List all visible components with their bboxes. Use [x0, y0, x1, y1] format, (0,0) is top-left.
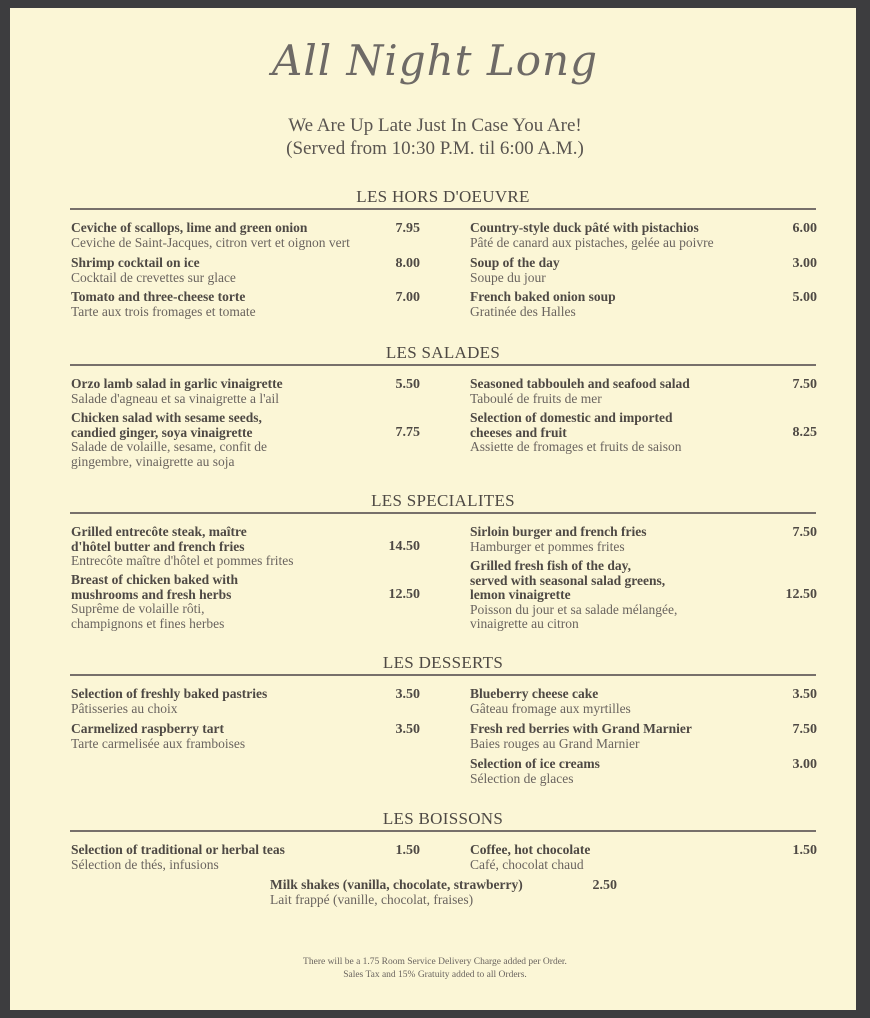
tagline-line-1: We Are Up Late Just In Case You Are! [288, 115, 582, 136]
section-divider [70, 674, 816, 676]
item-french: Taboulé de fruits de mer [470, 390, 602, 406]
section-title-salades: LES SALADES [385, 343, 501, 362]
item-french: Gâteau fromage aux myrtilles [470, 700, 631, 716]
tagline-line-2: (Served from 10:30 P.M. til 6:00 A.M.) [286, 138, 584, 159]
item-french: Suprême de volaille rôti, champignons et fines herbes [71, 601, 225, 631]
menu-item [71, 687, 267, 716]
item-french: Salade de volaille, sesame, confit de gingembre, vinaigrette au soja [71, 439, 268, 469]
menu-item [470, 722, 692, 751]
item-name: Grilled fresh fish of the day, served with seasonal salad greens, lemon vinaigrette [470, 558, 666, 602]
item-price: 8.25 [792, 425, 817, 440]
item-name: Selection of traditional or herbal teas [71, 842, 285, 857]
menu-item [71, 221, 350, 250]
item-french: Tarte aux trois fromages et tomate [71, 303, 256, 319]
item-price: 14.50 [388, 539, 420, 554]
section-divider [70, 512, 816, 514]
menu-item [470, 256, 560, 285]
menu-item [71, 525, 293, 569]
item-name: Fresh red berries with Grand Marnier [470, 721, 692, 736]
item-price: 7.50 [792, 377, 817, 392]
menu-item [71, 411, 267, 469]
item-name: Selection of freshly baked pastries [71, 686, 268, 701]
menu-item [71, 290, 256, 319]
menu-item [470, 290, 616, 319]
item-french: Soupe du jour [470, 269, 546, 285]
item-price: 6.00 [792, 221, 817, 236]
section-title-desserts: LES DESSERTS [382, 653, 504, 672]
footer-note [0, 956, 870, 982]
item-name: French baked onion soup [470, 289, 616, 304]
menu-title: All Night Long [271, 36, 598, 85]
item-name: Seasoned tabbouleh and seafood salad [470, 376, 690, 391]
item-price: 8.00 [395, 256, 420, 271]
menu-item [470, 411, 681, 455]
footer-line-2: Sales Tax and 15% Gratuity added to all Orders. [343, 970, 527, 980]
item-price: 7.50 [792, 525, 817, 540]
item-french: Ceviche de Saint-Jacques, citron vert et oignon vert [71, 234, 350, 250]
menu-item [470, 221, 714, 250]
item-name: Coffee, hot chocolate [470, 842, 591, 857]
item-name: Milk shakes (vanilla, chocolate, strawberry) [270, 877, 523, 892]
section-divider [70, 208, 816, 210]
item-price: 1.50 [395, 843, 420, 858]
item-french: Poisson du jour et sa salade mélangée, vinaigrette au citron [470, 601, 678, 631]
item-price: 2.50 [592, 878, 617, 893]
item-name: Breast of chicken baked with mushrooms and fresh herbs [71, 572, 239, 602]
item-price: 7.95 [395, 221, 420, 236]
item-name: Orzo lamb salad in garlic vinaigrette [71, 376, 283, 391]
item-french: Gratinée des Halles [470, 303, 576, 319]
item-french: Salade d'agneau et sa vinaigrette a l'ail [71, 390, 280, 406]
section-divider [70, 364, 816, 366]
item-price: 3.50 [395, 722, 420, 737]
item-french: Hamburger et pommes frites [470, 538, 625, 554]
menu-item [71, 573, 238, 631]
item-name: Selection of ice creams [470, 756, 600, 771]
item-french: Sélection de glaces [470, 770, 574, 786]
item-price: 5.50 [395, 377, 420, 392]
item-price: 3.00 [792, 256, 817, 271]
section-title-hors-doeuvre: LES HORS D'OEUVRE [356, 187, 530, 206]
section-divider [70, 830, 816, 832]
item-french: Pâtisseries au choix [71, 700, 178, 716]
item-price: 3.50 [792, 687, 817, 702]
item-french: Assiette de fromages et fruits de saison [470, 439, 682, 454]
menu-item [270, 878, 523, 907]
item-price: 7.75 [395, 425, 420, 440]
item-name: Shrimp cocktail on ice [71, 255, 200, 270]
item-name: Ceviche of scallops, lime and green onion [71, 220, 308, 235]
item-french: Baies rouges au Grand Marnier [470, 735, 640, 751]
item-price: 1.50 [792, 843, 817, 858]
menu-item [71, 722, 245, 751]
item-name: Chicken salad with sesame seeds, candied ginger, soya vinaigrette [71, 410, 262, 440]
item-price: 5.00 [792, 290, 817, 305]
section-title-boissons: LES BOISSONS [382, 809, 504, 828]
item-french: Entrecôte maître d'hôtel et pommes frites [71, 553, 294, 568]
menu-item [71, 843, 285, 872]
menu-item [71, 256, 236, 285]
item-french: Lait frappé (vanille, chocolat, fraises) [270, 891, 474, 907]
footer-line-1: There will be a 1.75 Room Service Delivery Charge added per Order. [303, 957, 567, 967]
item-french: Cocktail de crevettes sur glace [71, 269, 236, 285]
item-french: Tarte carmelisée aux framboises [71, 735, 246, 751]
item-price: 3.50 [395, 687, 420, 702]
item-french: Café, chocolat chaud [470, 856, 584, 872]
item-name: Soup of the day [470, 255, 560, 270]
menu-item [470, 687, 631, 716]
item-price: 7.50 [792, 722, 817, 737]
item-price: 12.50 [785, 587, 817, 602]
item-name: Selection of domestic and imported cheeses and fruit [470, 410, 673, 440]
menu-item [71, 377, 283, 406]
item-name: Sirloin burger and french fries [470, 524, 647, 539]
item-name: Country-style duck pâté with pistachios [470, 220, 699, 235]
item-name: Carmelized raspberry tart [71, 721, 224, 736]
item-price: 3.00 [792, 757, 817, 772]
menu-item [470, 843, 590, 872]
tagline [0, 114, 870, 160]
item-price: 7.00 [395, 290, 420, 305]
section-title-specialites: LES SPECIALITES [371, 491, 515, 510]
menu-item [470, 525, 647, 554]
item-french: Sélection de thés, infusions [71, 856, 219, 872]
menu-item [470, 757, 600, 786]
item-french: Pâté de canard aux pistaches, gelée au poivre [470, 234, 714, 250]
item-name: Grilled entrecôte steak, maître d'hôtel butter and french fries [71, 524, 247, 554]
menu-item [470, 377, 690, 406]
item-name: Tomato and three-cheese torte [71, 289, 246, 304]
menu-item [470, 559, 677, 632]
item-name: Blueberry cheese cake [470, 686, 599, 701]
item-price: 12.50 [388, 587, 420, 602]
